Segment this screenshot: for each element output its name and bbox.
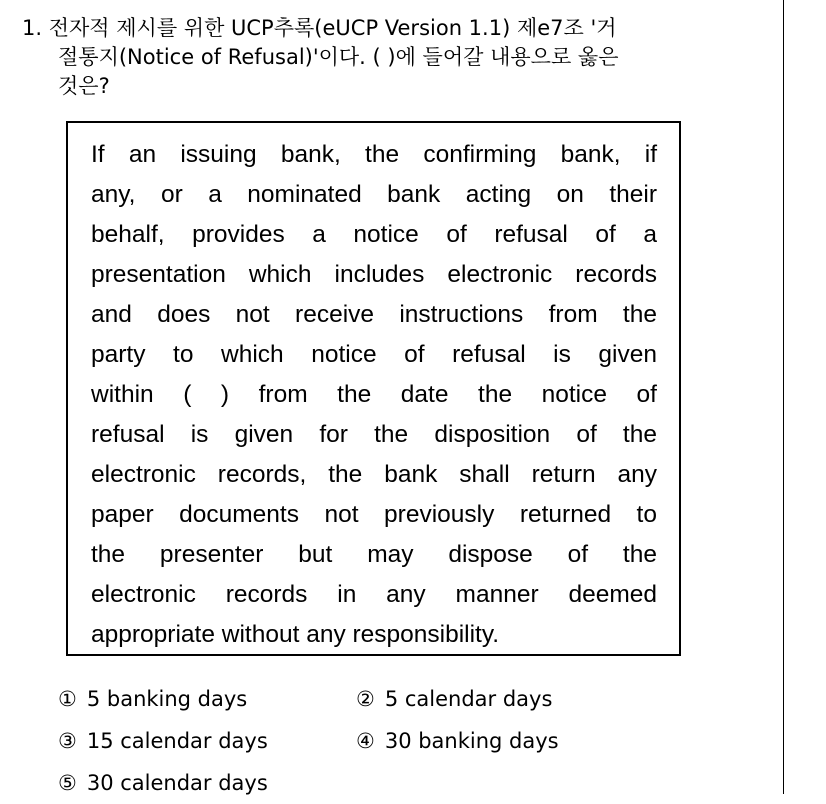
choice-text: 5 banking days xyxy=(86,687,248,711)
question-stem xyxy=(22,14,782,101)
choice-5[interactable] xyxy=(58,762,268,804)
choice-text: 15 calendar days xyxy=(86,729,268,753)
question-stem-line: 1. 전자적 제시를 위한 UCP추록(eUCP Version 1.1) 제e7조 '거 xyxy=(22,16,617,40)
choice-number: ② xyxy=(356,687,375,711)
passage-line: and does not receive instructions from the xyxy=(91,301,657,328)
passage-text xyxy=(91,135,657,655)
question-stem-line: 것은? xyxy=(58,74,110,98)
choice-number: ⑤ xyxy=(58,771,77,795)
passage-box xyxy=(66,121,681,656)
choice-3[interactable] xyxy=(58,720,268,762)
page-column-divider xyxy=(783,0,784,794)
passage-line: behalf, provides a notice of refusal of a xyxy=(91,221,657,248)
choice-2[interactable] xyxy=(356,678,552,720)
choice-number: ④ xyxy=(356,729,375,753)
passage-line: party to which notice of refusal is given xyxy=(91,341,657,368)
passage-line: paper documents not previously returned to xyxy=(91,501,657,528)
choice-text: 30 banking days xyxy=(384,729,559,753)
choice-text: 5 calendar days xyxy=(384,687,553,711)
choice-1[interactable] xyxy=(58,678,247,720)
passage-line: electronic records, the bank shall return any xyxy=(91,461,657,488)
passage-line: presentation which includes electronic records xyxy=(91,261,657,288)
passage-line: the presenter but may dispose of the xyxy=(91,541,657,568)
choice-number: ③ xyxy=(58,729,77,753)
passage-line: within ( ) from the date the notice of xyxy=(91,381,657,408)
choice-text: 30 calendar days xyxy=(86,771,268,795)
passage-line: appropriate without any responsibility. xyxy=(91,621,500,648)
passage-line: If an issuing bank, the confirming bank, if xyxy=(91,141,657,168)
choice-4[interactable] xyxy=(356,720,559,762)
passage-line: refusal is given for the disposition of the xyxy=(91,421,657,448)
question-stem-line: 절통지(Notice of Refusal)'이다. ( )에 들어갈 내용으로 옳은 xyxy=(58,45,619,69)
passage-line: electronic records in any manner deemed xyxy=(91,581,657,608)
choice-number: ① xyxy=(58,687,77,711)
passage-line: any, or a nominated bank acting on their xyxy=(91,181,657,208)
